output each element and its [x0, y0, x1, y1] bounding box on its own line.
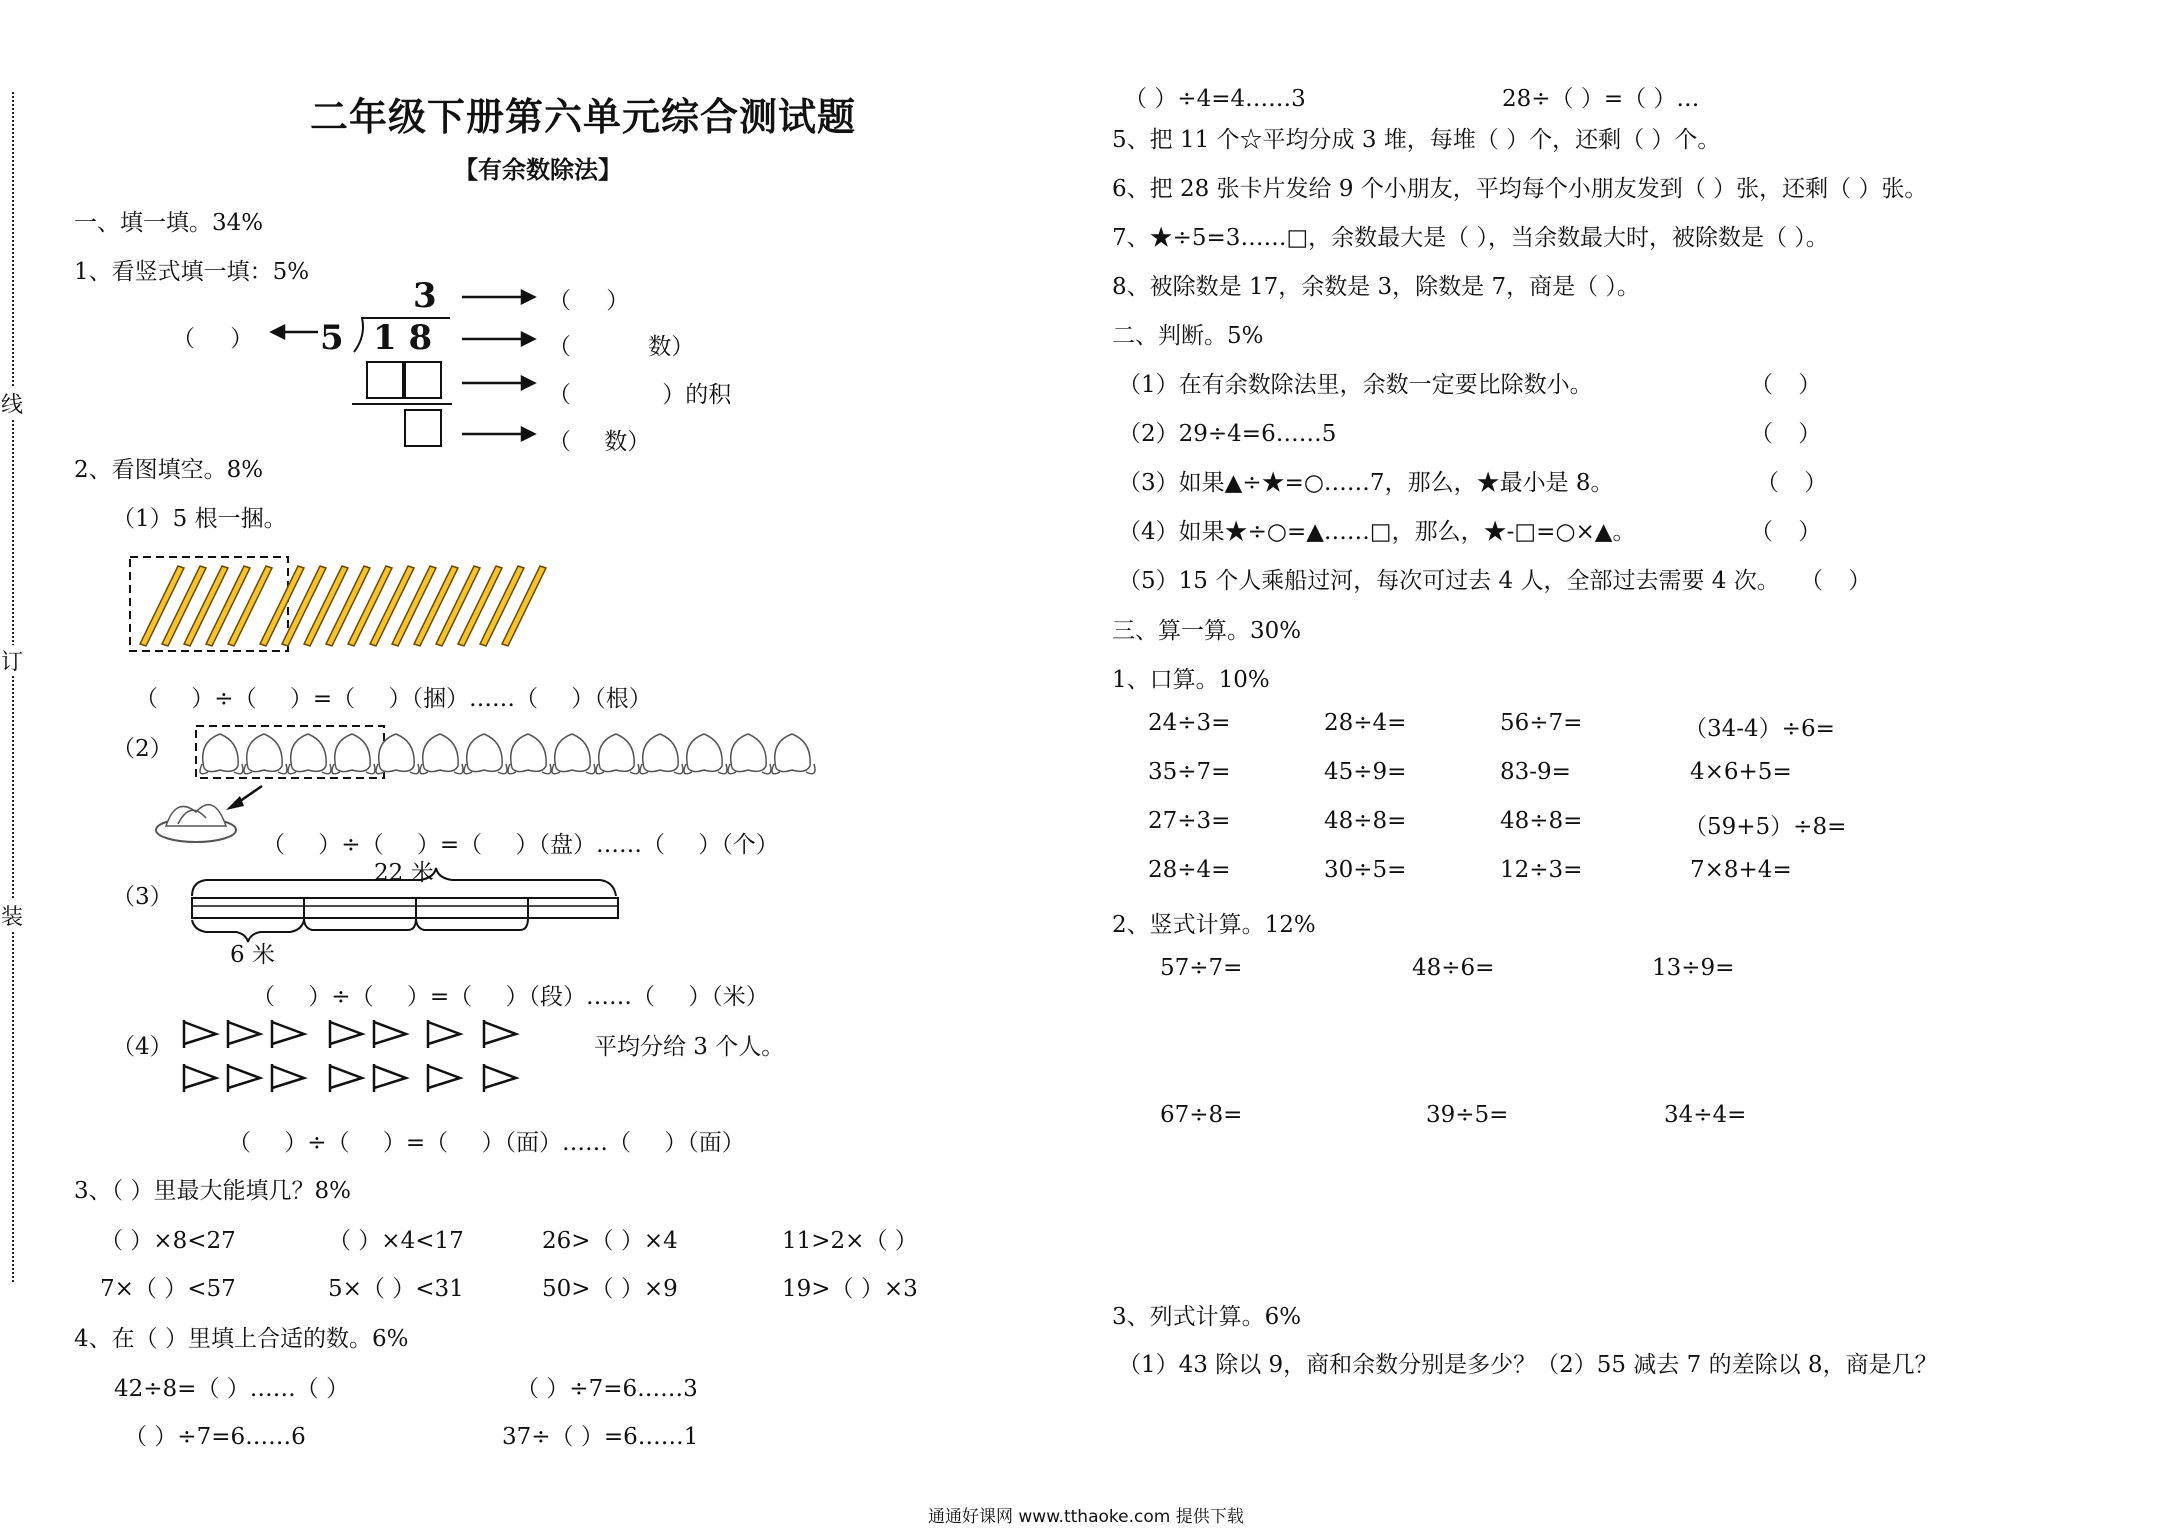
q4-r2-c1: （ ）÷7=6……6 [124, 1424, 306, 1450]
q2-label: 2、看图填空。8% [74, 457, 264, 483]
flag [272, 1064, 304, 1092]
q4-r1-c2: （ ）÷7=6……3 [516, 1376, 698, 1402]
flag [228, 1020, 260, 1048]
footer-source: 通通好课网 www.tthaoke.com 提供下载 [928, 1507, 1244, 1527]
vcalc-r1-c1: 57÷7= [1160, 955, 1243, 981]
binding-char-zhuang: 装 [0, 900, 24, 931]
q3-r1-c1: （ ）×8<27 [100, 1228, 236, 1254]
rope-length-piece: 6 米 [230, 942, 275, 968]
oral-r4-c4: 7×8+4= [1690, 857, 1792, 883]
page-subtitle: 【有余数除法】 [454, 156, 622, 184]
q3-r1-c2: （ ）×4<17 [328, 1228, 464, 1254]
q4-r3-c2: 28÷（ ）=（ ）… [1502, 86, 1700, 112]
flag [184, 1020, 216, 1048]
rope-length-total: 22 米 [374, 860, 434, 886]
q4-label: 4、在（ ）里填上合适的数。6% [74, 1326, 409, 1352]
q3-r2-c4: 19>（ ）×3 [782, 1276, 918, 1302]
oral-r1-c4: （34-4）÷6= [1684, 716, 1835, 742]
oral-r1-c1: 24÷3= [1148, 710, 1231, 736]
division-dividend: 1 8 [373, 318, 433, 358]
q3-r1-c3: 26>（ ）×4 [542, 1228, 678, 1254]
page-title: 二年级下册第六单元综合测试题 [310, 95, 857, 139]
flag [484, 1064, 516, 1092]
oral-r2-c4: 4×6+5= [1690, 759, 1792, 785]
part1-heading: 一、填一填。34% [74, 210, 264, 236]
flags-note: 平均分给 3 个人。 [594, 1034, 785, 1060]
q2-eq2: （ ）÷（ ）=（ ）（盘）……（ ）（个） [262, 832, 779, 858]
flag [374, 1064, 406, 1092]
q1-blank-3: （ ）的积 [548, 382, 732, 408]
judge-4: （4）如果★÷○=▲……□，那么，★-□=○×▲。 [1118, 519, 1636, 545]
q4-r3-c1: （ ）÷4=4……3 [1124, 86, 1306, 112]
oral-r2-c2: 45÷9= [1324, 759, 1407, 785]
vcalc-r2-c2: 39÷5= [1426, 1102, 1509, 1128]
q3-r1-c4: 11>2×（ ） [782, 1228, 918, 1254]
oral-r3-c1: 27÷3= [1148, 808, 1231, 834]
oral-r1-c3: 56÷7= [1500, 710, 1583, 736]
oral-r3-c4: （59+5）÷8= [1684, 814, 1847, 840]
oral-r1-c2: 28÷4= [1324, 710, 1407, 736]
q7: 7、★÷5=3……□，余数最大是（ ），当余数最大时，被除数是（ ）。 [1112, 225, 1829, 251]
q2-sub2: （2） [112, 736, 173, 762]
q2-eq1: （ ）÷（ ）=（ ）（捆）……（ ）（根） [135, 686, 652, 712]
flag [330, 1020, 362, 1048]
oral-r3-c2: 48÷8= [1324, 808, 1407, 834]
judge-5: （5）15 个人乘船过河，每次可过去 4 人，全部过去需要 4 次。 [1118, 568, 1780, 594]
division-quotient: 3 [413, 276, 437, 316]
oral-r4-c3: 12÷3= [1500, 857, 1583, 883]
judge-3: （3）如果▲÷★=○……7，那么，★最小是 8。 [1118, 470, 1614, 496]
judge-3-mark[interactable]: （ ） [1756, 470, 1828, 496]
q6: 6、把 28 张卡片发给 9 个小朋友，平均每个小朋友发到（ ）张，还剩（ ）张。 [1112, 176, 1928, 202]
judge-1-mark[interactable]: （ ） [1750, 372, 1822, 398]
flag [228, 1064, 260, 1092]
word-problem-text: （1）43 除以 9，商和余数分别是多少？（2）55 减去 7 的差除以 8，商是几？ [1118, 1352, 1938, 1378]
q1-blank-1: （ ） [548, 288, 630, 314]
judge-2-mark[interactable]: （ ） [1750, 421, 1822, 447]
part2-heading: 二、判断。5% [1112, 323, 1264, 349]
judge-2: （2）29÷4=6……5 [1118, 421, 1337, 447]
judge-4-mark[interactable]: （ ） [1750, 519, 1822, 545]
q1-label: 1、看竖式填一填：5% [74, 259, 310, 285]
q4-r2-c2: 37÷（ ）=6……1 [502, 1424, 699, 1450]
vcalc-r1-c2: 48÷6= [1412, 955, 1495, 981]
flag [330, 1064, 362, 1092]
division-divisor: 5 [320, 318, 344, 358]
q2-eq4: （ ）÷（ ）=（ ）（面）……（ ）（面） [228, 1130, 745, 1156]
flag [428, 1020, 460, 1048]
judge-1: （1）在有余数除法里，余数一定要比除数小。 [1118, 372, 1593, 398]
q3-r2-c3: 50>（ ）×9 [542, 1276, 678, 1302]
flag [428, 1064, 460, 1092]
vcalc-r2-c3: 34÷4= [1664, 1102, 1747, 1128]
q3-r2-c1: 7×（ ）<57 [100, 1276, 236, 1302]
q2-sub3: （3） [112, 884, 173, 910]
q5: 5、把 11 个☆平均分成 3 堆，每堆（ ）个，还剩（ ）个。 [1112, 127, 1721, 153]
binding-char-ding: 订 [0, 645, 24, 676]
q1-blank-4: （ 数） [548, 429, 651, 455]
q1-blank-2: （ 数） [548, 334, 695, 360]
judge-5-mark[interactable]: （ ） [1800, 568, 1872, 594]
oral-r4-c2: 30÷5= [1324, 857, 1407, 883]
flag [272, 1020, 304, 1048]
flag [374, 1020, 406, 1048]
word-problem-label: 3、列式计算。6% [1112, 1304, 1302, 1330]
vcalc-r1-c3: 13÷9= [1652, 955, 1735, 981]
q2-sub1: （1）5 根一捆。 [112, 506, 287, 532]
oral-r2-c1: 35÷7= [1148, 759, 1231, 785]
q2-eq3: （ ）÷（ ）=（ ）（段）……（ ）（米） [252, 984, 769, 1010]
oral-label: 1、口算。10% [1112, 667, 1270, 693]
q3-label: 3、（ ）里最大能填几？8% [74, 1178, 351, 1204]
oral-r2-c3: 83-9= [1500, 759, 1571, 785]
q3-r2-c2: 5×（ ）<31 [328, 1276, 464, 1302]
q1-blank-left: （ ） [172, 326, 254, 352]
flag [484, 1020, 516, 1048]
oral-r3-c3: 48÷8= [1500, 808, 1583, 834]
oral-r4-c1: 28÷4= [1148, 857, 1231, 883]
q4-r1-c1: 42÷8=（ ）……（ ） [114, 1376, 350, 1402]
vcalc-r2-c1: 67÷8= [1160, 1102, 1243, 1128]
binding-char-xian: 线 [0, 388, 24, 419]
q8: 8、被除数是 17，余数是 3，除数是 7，商是（ ）。 [1112, 274, 1640, 300]
vertical-calc-label: 2、竖式计算。12% [1112, 912, 1316, 938]
flag [184, 1064, 216, 1092]
q2-sub4: （4） [112, 1034, 173, 1060]
part3-heading: 三、算一算。30% [1112, 618, 1302, 644]
